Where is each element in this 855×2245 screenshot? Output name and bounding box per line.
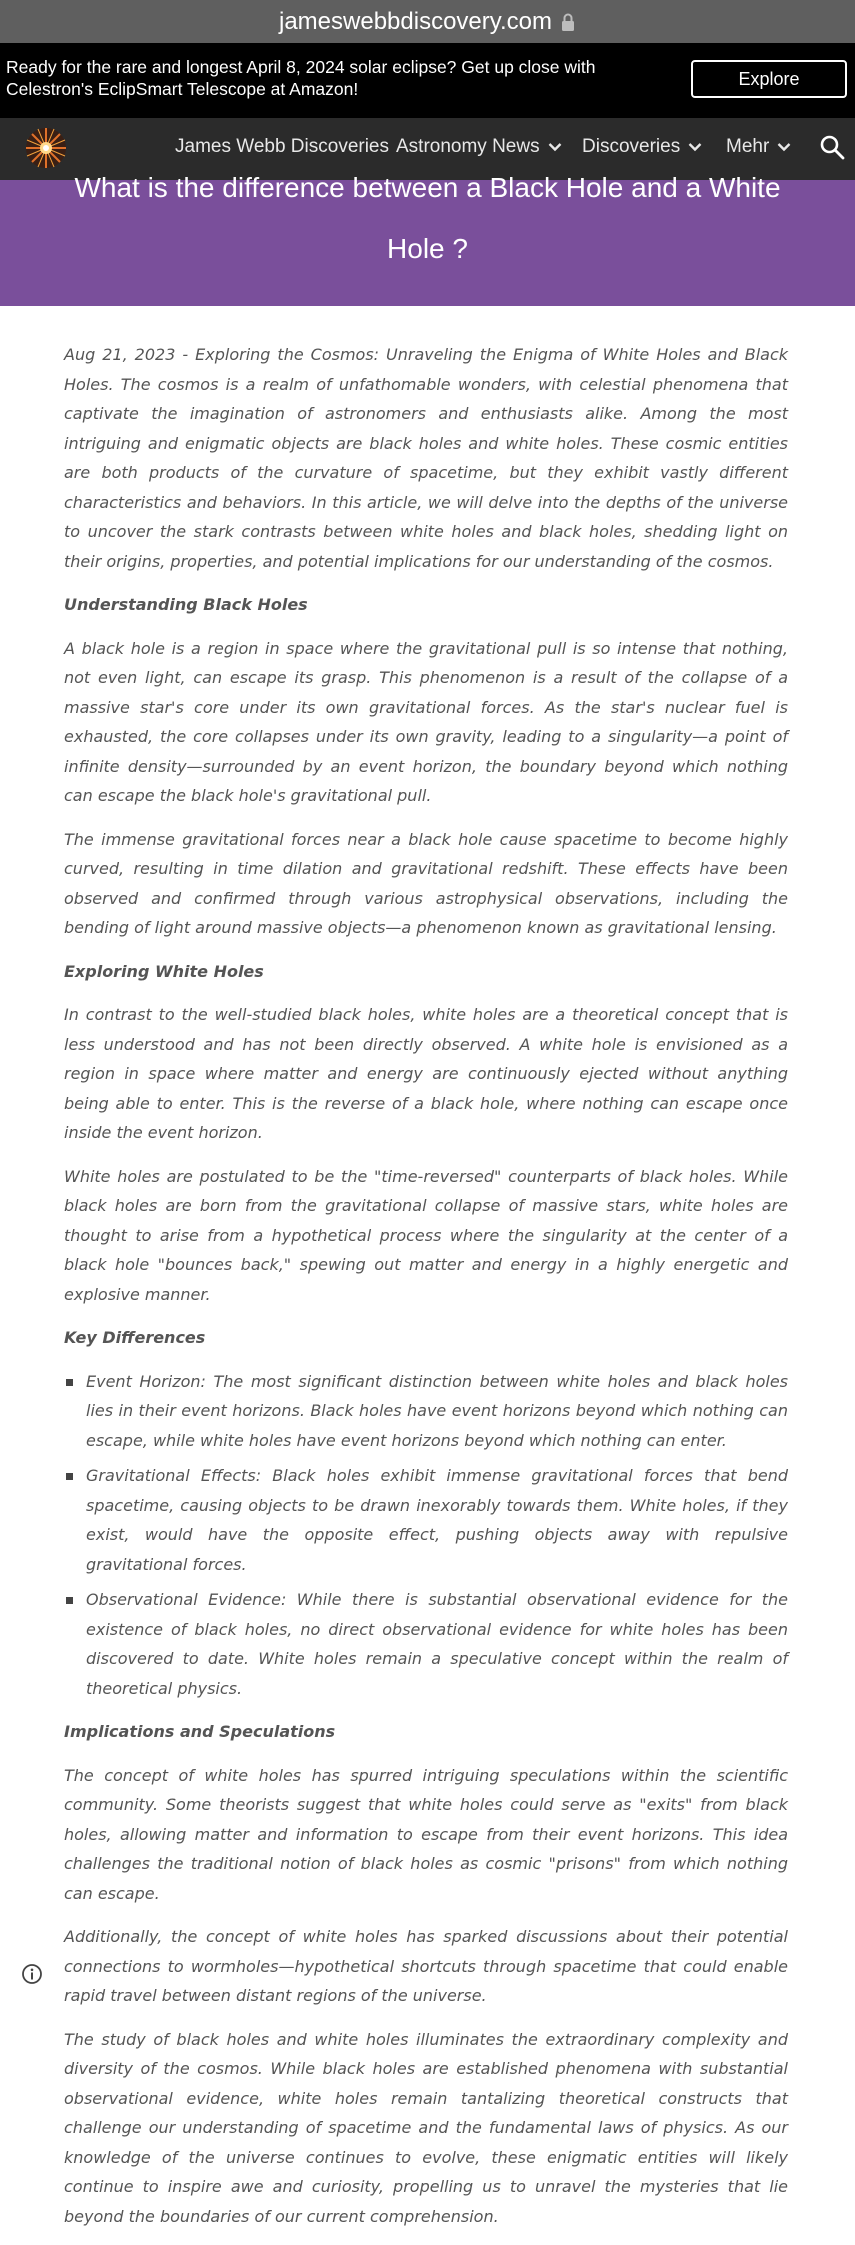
nav-label: Discoveries [582,136,681,157]
list-item: Gravitational Effects: Black holes exhibit immense gravitational forces that bend spacetime, causing objects to be drawn inexorably towards them. White holes, if they exist, would have the opposite effect, pushing objects away with repulsive gravitational forces. [86,1461,788,1579]
lock-icon [560,12,576,32]
promo-banner [0,43,855,118]
paragraph: Additionally, the concept of white holes has sparked discussions about their potential connections to wormholes—hypothetical shortcuts through spacetime that could enable rapid travel between distant regions of the universe. [64,1927,788,2005]
nav-label: Mehr [726,136,770,157]
nav-label: Astronomy News [396,136,540,157]
heading-implications: Implications and Speculations [64,1722,336,1741]
nav-james-webb-discoveries[interactable] [175,136,389,158]
differences-list [64,1367,788,1704]
chevron-down-icon [548,142,562,152]
nav-label: James Webb Discoveries [175,136,390,157]
paragraph: The concept of white holes has spurred intriguing speculations within the scientific community. Some theorists suggest that white holes could serve as "exits" from black holes, allowing matter and information to escape from their event horizons. This idea challenges the traditional notion of black holes as cosmic "prisons" from which nothing can escape. [64,1765,788,1903]
page-title: What is the difference between a Black Hole and a White Hole ? [74,172,781,264]
explore-button[interactable]: Explore [691,60,847,98]
promo-text: Ready for the rare and longest April 8, 2024 solar eclipse? Get up close with Celestron's EclipSmart Telescope at Amazon! [6,57,596,99]
list-item: Event Horizon: The most significant distinction between white holes and black holes lies in their event horizons. Black holes have event horizons beyond which nothing can escape, while white holes have event horizons beyond which nothing can enter. [86,1367,788,1456]
paragraph: In contrast to the well-studied black holes, white holes are a theoretical concept that is less understood and has not been directly observed. A white hole is envisioned as a region in space where matter and energy are continuously ejected without anything being able to enter. This is the reverse of a black hole, where nothing can escape once inside the event horizon. [64,1005,788,1142]
browser-url-bar[interactable] [0,0,855,43]
heading-key-differences: Key Differences [64,1328,206,1347]
search-icon[interactable] [819,134,845,160]
paragraph: White holes are postulated to be the "time-reversed" counterparts of black holes. While black holes are born from the gravitational collapse of massive stars, white holes are thought to arise from a hypothetical process where the singularity at the center of a black hole "bounces back," spewing out matter and energy in a highly energetic and explosive manner. [64,1166,788,1304]
chevron-down-icon [777,142,791,152]
nav-astronomy-news[interactable] [396,136,562,158]
article-date: Aug 21, 2023 - [64,345,189,364]
list-item: Observational Evidence: While there is substantial observational evidence for the existence of black holes, no direct observational evidence for white holes has been discovered to date. White holes remain a speculative concept within the realm of theoretical physics. [86,1585,788,1703]
intro-text: Exploring the Cosmos: Unraveling the Enigma of White Holes and Black Holes. The cosmos is a realm of unfathomable wonders, with celestial phenomena that captivate the imagination of astronomers and enthusiasts alike. Among the most intriguing and enigmatic objects are black holes and white holes. These cosmic entities are both products of the curvature of spacetime, but they exhibit vastly different characteristics and behaviors. In this article, we will delve into the depths of the universe to uncover the stark contrasts between white holes and black holes, shedding light on their origins, properties, and potential implications for our understanding of the cosmos. [64,345,789,571]
chevron-down-icon [688,142,702,152]
paragraph: The immense gravitational forces near a black hole cause spacetime to become highly curved, resulting in time dilation and gravitational redshift. These effects have been observed and confirmed through various astrophysical observations, including the bending of light around massive objects—a phenomenon known as gravitational lensing. [64,829,788,937]
article-body [64,340,788,2245]
intro-paragraph [64,340,788,576]
nav-mehr[interactable] [726,136,791,158]
page-hero [0,172,855,306]
heading-black-holes: Understanding Black Holes [64,595,308,614]
paragraph: The study of black holes and white holes illuminates the extraordinary complexity and diversity of the cosmos. While black holes are established phenomena with substantial observational evidence, white holes remain tantalizing theoretical constructs that challenge our understanding of spacetime and the fundamental laws of physics. As our knowledge of the universe continues to evolve, these enigmatic entities will likely continue to inspire awe and curiosity, propelling us to unravel the mysteries that lie beyond the boundaries of our current comprehension. [64,2029,788,2226]
info-icon[interactable] [21,1963,43,1985]
paragraph: A black hole is a region in space where the gravitational pull is so intense that nothing, not even light, can escape its grasp. This phenomenon is a result of the collapse of a massive star's core under its own gravitational forces. As the star's nuclear fuel is exhausted, the core collapses under its own gravity, leading to a singularity—a point of infinite density—surrounded by an event horizon, the boundary beyond which nothing can escape the black hole's gravitational pull. [64,638,788,805]
url-text[interactable]: jameswebbdiscovery.com [279,7,552,35]
nav-discoveries[interactable] [582,136,702,158]
heading-white-holes: Exploring White Holes [64,961,264,981]
